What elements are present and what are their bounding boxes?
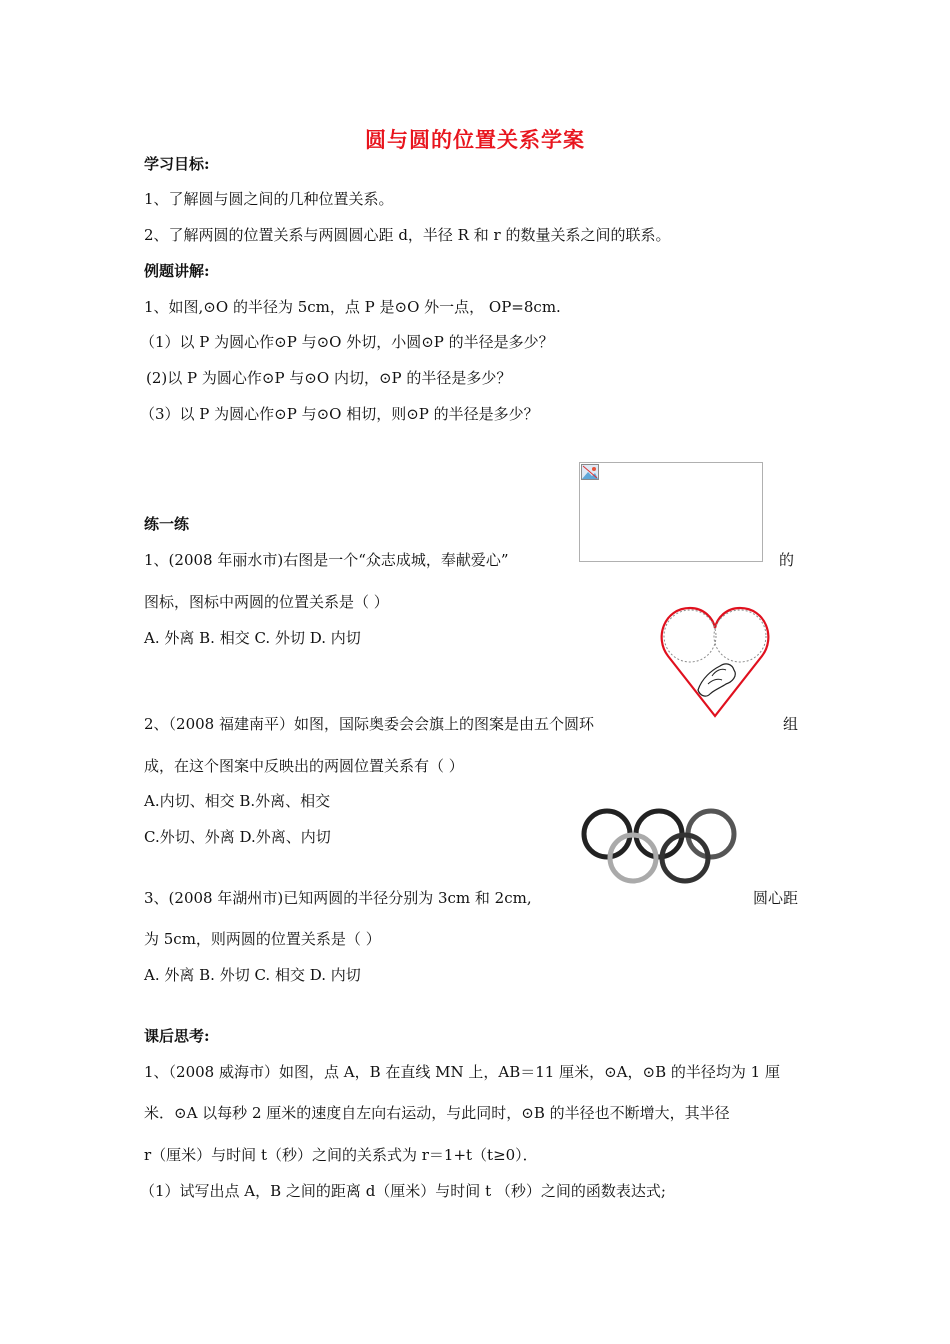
practice-1-line-2: 图标，图标中两圆的位置关系是（ ）	[144, 593, 389, 611]
ring-top-middle	[636, 811, 682, 857]
ring-top-left	[584, 811, 630, 857]
practice-2-options-1: A.内切、相交 B.外离、相交	[144, 792, 331, 810]
broken-image-icon	[581, 464, 599, 480]
olympic-rings-figure	[578, 805, 740, 887]
after-class-line-4: （1）试写出点 A，B 之间的距离 d（厘米）与时间 t （秒）之间的函数表达式;	[140, 1182, 666, 1200]
example-subquestion-2: (2)以 P 为圆心作⊙P 与⊙O 内切，⊙P 的半径是多少？	[146, 369, 512, 387]
heart-outline	[662, 608, 769, 716]
after-class-line-2: 米．⊙A 以每秒 2 厘米的速度自左向右运动，与此同时，⊙B 的半径也不断增大，其半径	[144, 1104, 730, 1122]
after-class-line-3: r（厘米）与时间 t（秒）之间的关系式为 r＝1+t（t≥0）．	[144, 1146, 538, 1164]
practice-2-options-2: C.外切、外离 D.外离、内切	[144, 828, 331, 846]
ring-bottom-right	[662, 835, 708, 881]
practice-3-line-2: 为 5cm，则两圆的位置关系是（ ）	[144, 930, 381, 948]
practice-1-line-1: 1、(2008 年丽水市)右图是一个“众志成城，奉献爱心”	[144, 551, 509, 569]
practice-2-line-2: 成，在这个图案中反映出的两圆位置关系有（ ）	[144, 757, 464, 775]
practice-1-line-1-end: 的	[779, 551, 795, 569]
practice-heading: 练一练	[144, 515, 190, 533]
example-question-1: 1、如图,⊙O 的半径为 5cm，点 P 是⊙O 外一点， OP=8cm.	[144, 298, 561, 316]
practice-3-line-1-end: 圆心距	[753, 889, 799, 907]
objective-item-2: 2、了解两圆的位置关系与两圆圆心距 d，半径 R 和 r 的数量关系之间的联系。	[144, 226, 671, 244]
heart-logo-figure	[660, 604, 770, 720]
objective-item-1: 1、了解圆与圆之间的几种位置关系。	[144, 190, 394, 208]
practice-3-line-1: 3、(2008 年湖州市)已知两圆的半径分别为 3cm 和 2cm,	[144, 889, 532, 907]
after-class-line-1: 1、（2008 威海市）如图，点 A，B 在直线 MN 上，AB＝11 厘米，⊙A，⊙B 的半径均为 1 厘	[144, 1063, 780, 1081]
after-class-heading: 课后思考:	[144, 1027, 210, 1045]
practice-3-options: A. 外离 B. 外切 C. 相交 D. 内切	[144, 966, 361, 984]
objectives-heading: 学习目标:	[144, 155, 210, 173]
image-placeholder	[579, 462, 763, 562]
practice-1-options: A. 外离 B. 相交 C. 外切 D. 内切	[144, 629, 361, 647]
page-title: 圆与圆的位置关系学案	[365, 127, 585, 152]
ring-bottom-left	[610, 835, 656, 881]
practice-2-line-1-end: 组	[783, 715, 799, 733]
example-subquestion-1: （1）以 P 为圆心作⊙P 与⊙O 外切，小圆⊙P 的半径是多少？	[140, 333, 554, 351]
examples-heading: 例题讲解:	[144, 262, 210, 280]
practice-2-line-1: 2、（2008 福建南平）如图，国际奥委会会旗上的图案是由五个圆环	[144, 715, 594, 733]
example-subquestion-3: （3）以 P 为圆心作⊙P 与⊙O 相切，则⊙P 的半径是多少？	[140, 405, 539, 423]
ring-top-right	[688, 811, 734, 857]
